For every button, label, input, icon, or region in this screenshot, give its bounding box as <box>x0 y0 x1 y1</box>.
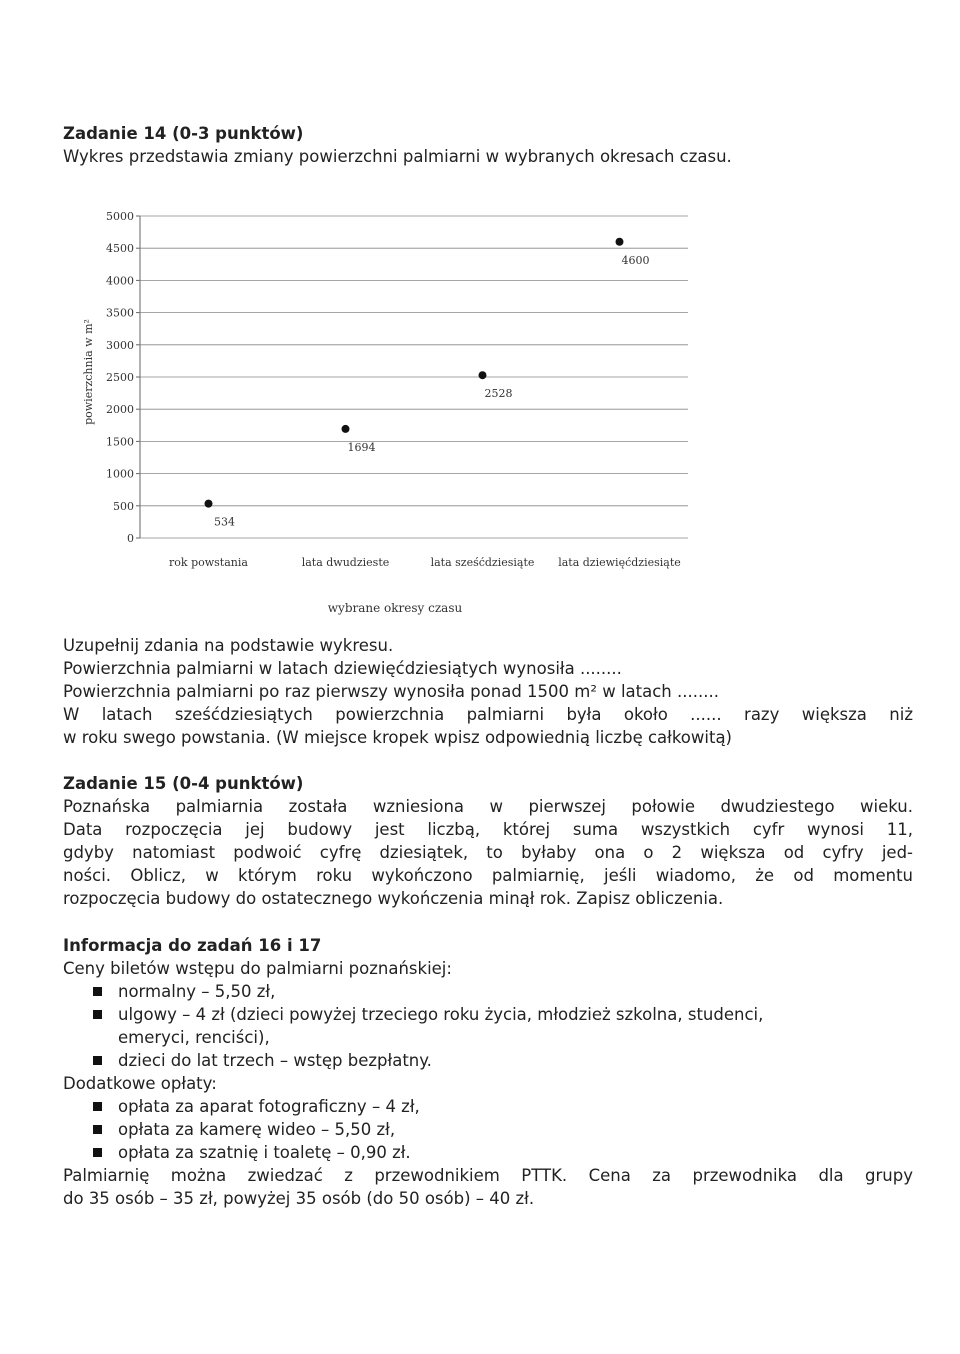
chart-y-tick-label: 5000 <box>106 210 134 223</box>
chart-y-tick-label: 4500 <box>106 242 134 256</box>
extra-fee-item <box>63 1095 913 1118</box>
bullet-square-icon <box>93 1102 102 1111</box>
chart-x-category-label: rok powstania <box>169 556 248 569</box>
bullet-square-icon <box>93 1148 102 1157</box>
chart-x-categories <box>169 556 681 569</box>
price-item-text: dzieci do lat trzech – wstęp bezpłatny. <box>118 1051 432 1070</box>
price-item <box>63 980 913 1003</box>
bullet-square-icon <box>93 1125 102 1134</box>
task14-header <box>63 122 913 168</box>
price-item <box>63 1003 913 1026</box>
chart-y-tick-label: 3000 <box>106 338 134 352</box>
task15-line-4: ności. Oblicz, w którym roku wykończono palmiarnię, jeśli wiadomo, że od momentu <box>63 866 913 885</box>
chart-x-axis-label: wybrane okresy czasu <box>327 601 463 615</box>
chart-data-point <box>616 238 624 246</box>
task14-intro: Wykres przedstawia zmiany powierzchni palmiarni w wybranych okresach czasu. <box>63 147 732 166</box>
info-title: Informacja do zadań 16 i 17 <box>63 936 322 955</box>
chart-x-category-label: lata dwudzieste <box>301 556 390 569</box>
chart-data-label: 4600 <box>621 253 650 267</box>
extra-fee-text: opłata za kamerę wideo – 5,50 zł, <box>118 1120 396 1139</box>
task14-instruction: Uzupełnij zdania na podstawie wykresu. <box>63 636 394 655</box>
task14-title: Zadanie 14 (0-3 punktów) <box>63 124 304 143</box>
chart-y-tick-label: 4000 <box>106 274 134 288</box>
price-item-text: normalny – 5,50 zł, <box>118 982 276 1001</box>
price-item-continuation: emeryci, renciści), <box>118 1028 270 1047</box>
price-item <box>63 1049 913 1072</box>
task15-line-1: Poznańska palmiarnia została wzniesiona w pierwszej połowie dwudziestego wieku. <box>63 797 913 816</box>
chart-data-label: 534 <box>214 515 235 529</box>
chart-y-tick-label: 1000 <box>106 467 134 481</box>
bullet-square-icon <box>93 987 102 996</box>
surface-chart <box>60 200 700 620</box>
chart-x-category-label: lata sześćdziesiąte <box>430 556 535 569</box>
chart-grid <box>136 216 688 538</box>
extra-fee-text: opłata za szatnię i toaletę – 0,90 zł. <box>118 1143 411 1162</box>
chart-data-point <box>205 500 213 508</box>
chart-y-tick-label: 0 <box>127 532 134 545</box>
task15 <box>63 772 913 910</box>
task15-title: Zadanie 15 (0-4 punktów) <box>63 774 304 793</box>
chart-data-point <box>342 425 350 433</box>
chart-data-point <box>479 371 487 379</box>
extra-fee-item <box>63 1141 913 1164</box>
chart-y-tick-label: 500 <box>113 499 134 513</box>
prices-intro: Ceny biletów wstępu do palmiarni poznańskiej: <box>63 959 452 978</box>
guide-line-2: do 35 osób – 35 zł, powyżej 35 osób (do 50 osób) – 40 zł. <box>63 1189 535 1208</box>
price-item-text: ulgowy – 4 zł (dzieci powyżej trzeciego roku życia, młodzież szkolna, studenci, <box>118 1005 764 1024</box>
chart-data-label: 1694 <box>347 440 376 454</box>
task15-line-2: Data rozpoczęcia jej budowy jest liczbą, której suma wszystkich cyfr wynosi 11, <box>63 820 913 839</box>
extra-fee-item <box>63 1118 913 1141</box>
task14-sentence-1: Powierzchnia palmiarni w latach dziewięćdziesiątych wynosiła ........ <box>63 659 622 678</box>
bullet-square-icon <box>93 1056 102 1065</box>
chart-points <box>205 238 650 529</box>
chart-y-tick-label: 2000 <box>106 403 134 417</box>
chart-y-tick-label: 1500 <box>106 435 134 449</box>
extra-fee-text: opłata za aparat fotograficzny – 4 zł, <box>118 1097 420 1116</box>
chart-y-tick-label: 2500 <box>106 371 134 384</box>
bullet-square-icon <box>93 1010 102 1019</box>
task14-sentence-4: w roku swego powstania. (W miejsce kropek wpisz odpowiednią liczbę całkowitą) <box>63 728 732 747</box>
chart-y-ticks <box>106 210 134 545</box>
guide-line-1: Palmiarnię można zwiedzać z przewodnikiem PTTK. Cena za przewodnika dla grupy <box>63 1166 913 1185</box>
info-block <box>63 934 913 1210</box>
task14-sentences <box>63 634 913 749</box>
chart-y-axis-label: powierzchnia w m² <box>82 319 95 425</box>
chart-y-tick-label: 3500 <box>106 306 134 320</box>
chart-x-category-label: lata dziewięćdziesiąte <box>558 556 681 569</box>
chart-data-label: 2528 <box>484 387 513 401</box>
task15-line-5: rozpoczęcia budowy do ostatecznego wykończenia minął rok. Zapisz obliczenia. <box>63 889 724 908</box>
task14-sentence-3: W latach sześćdziesiątych powierzchnia palmiarni była około ...... razy większa niż <box>63 705 913 724</box>
task15-line-3: gdyby natomiast podwoić cyfrę dziesiątek, to byłaby ona o 2 większa od cyfry jed- <box>63 843 913 862</box>
task14-sentence-2: Powierzchnia palmiarni po raz pierwszy wynosiła ponad 1500 m² w latach ........ <box>63 682 719 701</box>
extra-fees-intro: Dodatkowe opłaty: <box>63 1074 217 1093</box>
